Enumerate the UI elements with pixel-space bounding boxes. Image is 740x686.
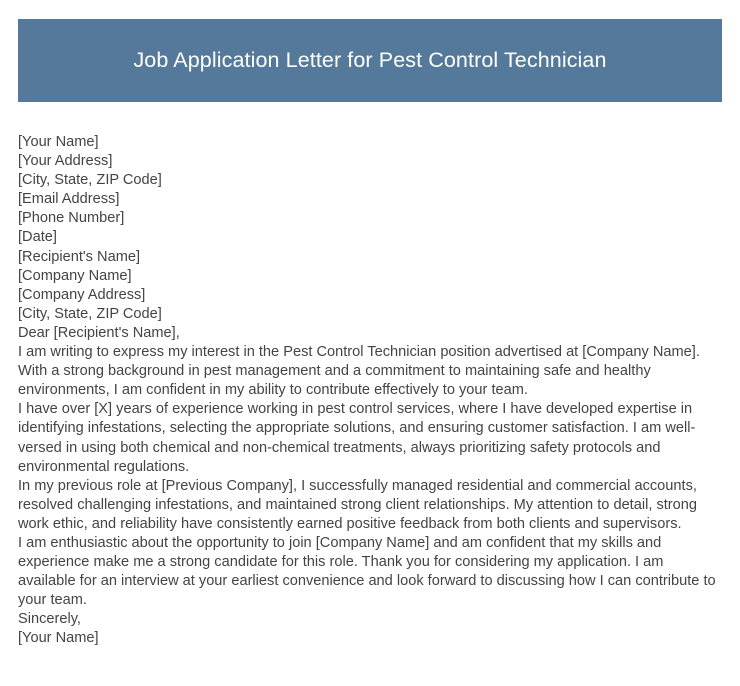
recipient-city-state-zip-line: [City, State, ZIP Code] — [18, 305, 162, 322]
sender-city-state-zip-line: [City, State, ZIP Code] — [18, 172, 162, 189]
recipient-company-address-line: [Company Address] — [18, 286, 146, 303]
date-line: [Date] — [18, 229, 57, 246]
salutation-line: Dear [Recipient's Name], — [18, 324, 180, 341]
recipient-name-line: [Recipient's Name] — [18, 248, 141, 265]
body-paragraph-1: I am writing to express my interest in the Pest Control Technician position advertised at [Company Name]. With a strong background in pest management and a commitment to maintaining safe and healthy environments, I am confident in my ability to contribute effectively to your team. — [18, 344, 700, 399]
document-header-banner — [18, 19, 722, 102]
signature-line: [Your Name] — [18, 630, 99, 647]
sender-phone-line: [Phone Number] — [18, 210, 125, 227]
page-title: Job Application Letter for Pest Control Technician — [133, 47, 607, 72]
sender-email-line: [Email Address] — [18, 191, 120, 208]
letter-body — [18, 133, 722, 649]
sender-name-line: [Your Name] — [18, 134, 99, 150]
body-paragraph-4: I am enthusiastic about the opportunity to join [Company Name] and am confident that my skills and experience make me a strong candidate for this role. Thank you for considering my application. I am available for an interview at your earliest convenience and look forward to discussing how I can contribute to your team. — [18, 534, 716, 609]
body-paragraph-3: In my previous role at [Previous Company], I successfully managed residential and commercial accounts, resolved challenging infestations, and maintained strong client relationships. My attention to detail, strong work ethic, and reliability have consistently earned positive feedback from both clients and supervisors. — [18, 477, 698, 532]
body-paragraph-2: I have over [X] years of experience working in pest control services, where I have developed expertise in identifying infestations, selecting the appropriate solutions, and ensuring customer satisfaction. I am well-versed in using both chemical and non-chemical treatments, always prioritizing safety protocols and environmental regulations. — [18, 401, 696, 475]
closing-line: Sincerely, — [18, 611, 81, 628]
recipient-company-line: [Company Name] — [18, 267, 132, 284]
sender-address-line: [Your Address] — [18, 153, 113, 170]
